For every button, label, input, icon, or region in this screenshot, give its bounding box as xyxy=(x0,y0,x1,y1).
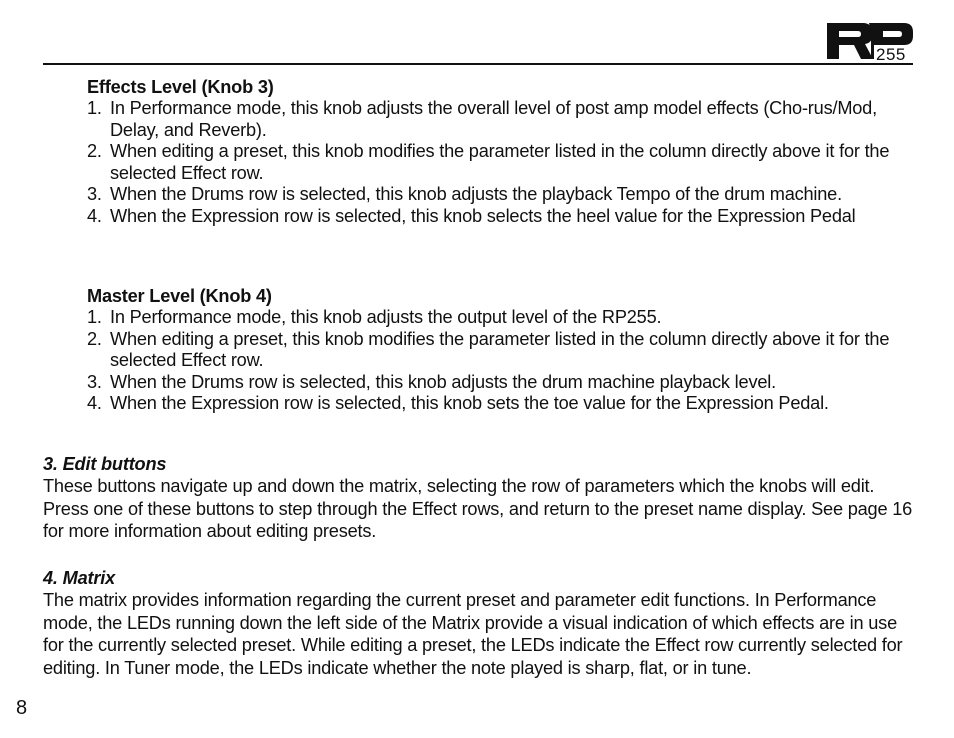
matrix-title: 4. Matrix xyxy=(43,568,115,588)
item-number: 4. xyxy=(87,205,102,226)
item-number: 4. xyxy=(87,393,102,413)
item-text: When the Drums row is selected, this knob adjusts the playback Tempo of the drum machine. xyxy=(110,184,842,204)
list-item xyxy=(87,393,907,415)
list-item xyxy=(87,184,907,206)
item-number: 3. xyxy=(87,184,102,204)
edit-buttons-body: These buttons navigate up and down the matrix, selecting the row of parameters which the knobs will edit. Press one of these buttons to step through the Effect rows, and return to the preset name display. See page 16 for more information about editing presets. xyxy=(43,476,913,542)
item-number: 2. xyxy=(87,328,102,349)
item-number: 2. xyxy=(87,141,102,161)
matrix-body: The matrix provides information regarding the current preset and parameter edit functions. In Performance mode, the LEDs running down the left side of the Matrix provide a visual indication of which effects are in use for the currently selected preset. While editing a preset, the LEDs indicate the Effect row currently selected for editing. In Tuner mode, the LEDs indicate whether the note played is sharp, flat, or in tune. xyxy=(43,590,903,678)
item-text: In Performance mode, this knob adjusts the output level of the RP255. xyxy=(110,307,662,327)
effects-level-title: Effects Level (Knob 3) xyxy=(87,77,274,97)
rp255-logo xyxy=(825,14,915,62)
edit-buttons-title: 3. Edit buttons xyxy=(43,454,167,474)
list-item xyxy=(87,329,907,372)
master-level-block xyxy=(87,285,907,415)
item-text: When the Expression row is selected, this knob selects the heel value for the Expression Pedal xyxy=(110,205,856,226)
edit-buttons-section xyxy=(43,453,913,543)
item-text: When the Expression row is selected, this knob sets the toe value for the Expression Pedal. xyxy=(110,393,829,413)
item-text: When the Drums row is selected, this knob adjusts the drum machine playback level. xyxy=(110,371,776,392)
list-item xyxy=(87,307,907,329)
item-number: 1. xyxy=(87,98,102,118)
item-text: When editing a preset, this knob modifies the parameter listed in the column directly above it for the selected Effect row. xyxy=(110,141,890,183)
list-item xyxy=(87,206,907,228)
master-level-title: Master Level (Knob 4) xyxy=(87,286,272,306)
page-number: 8 xyxy=(16,697,28,719)
item-text: When editing a preset, this knob modifies the parameter listed in the column directly above it for the selected Effect row. xyxy=(110,328,890,370)
list-item xyxy=(87,141,907,184)
item-text: In Performance mode, this knob adjusts the overall level of post amp model effects (Cho-rus/Mod, Delay, and Reverb). xyxy=(110,98,877,140)
list-item xyxy=(87,372,907,394)
header-rule xyxy=(43,63,913,65)
list-item xyxy=(87,98,907,141)
item-number: 1. xyxy=(87,307,102,327)
effects-level-block xyxy=(87,76,907,227)
item-number: 3. xyxy=(87,371,102,392)
logo-model-text: 255 xyxy=(876,45,906,62)
matrix-section xyxy=(43,567,913,679)
